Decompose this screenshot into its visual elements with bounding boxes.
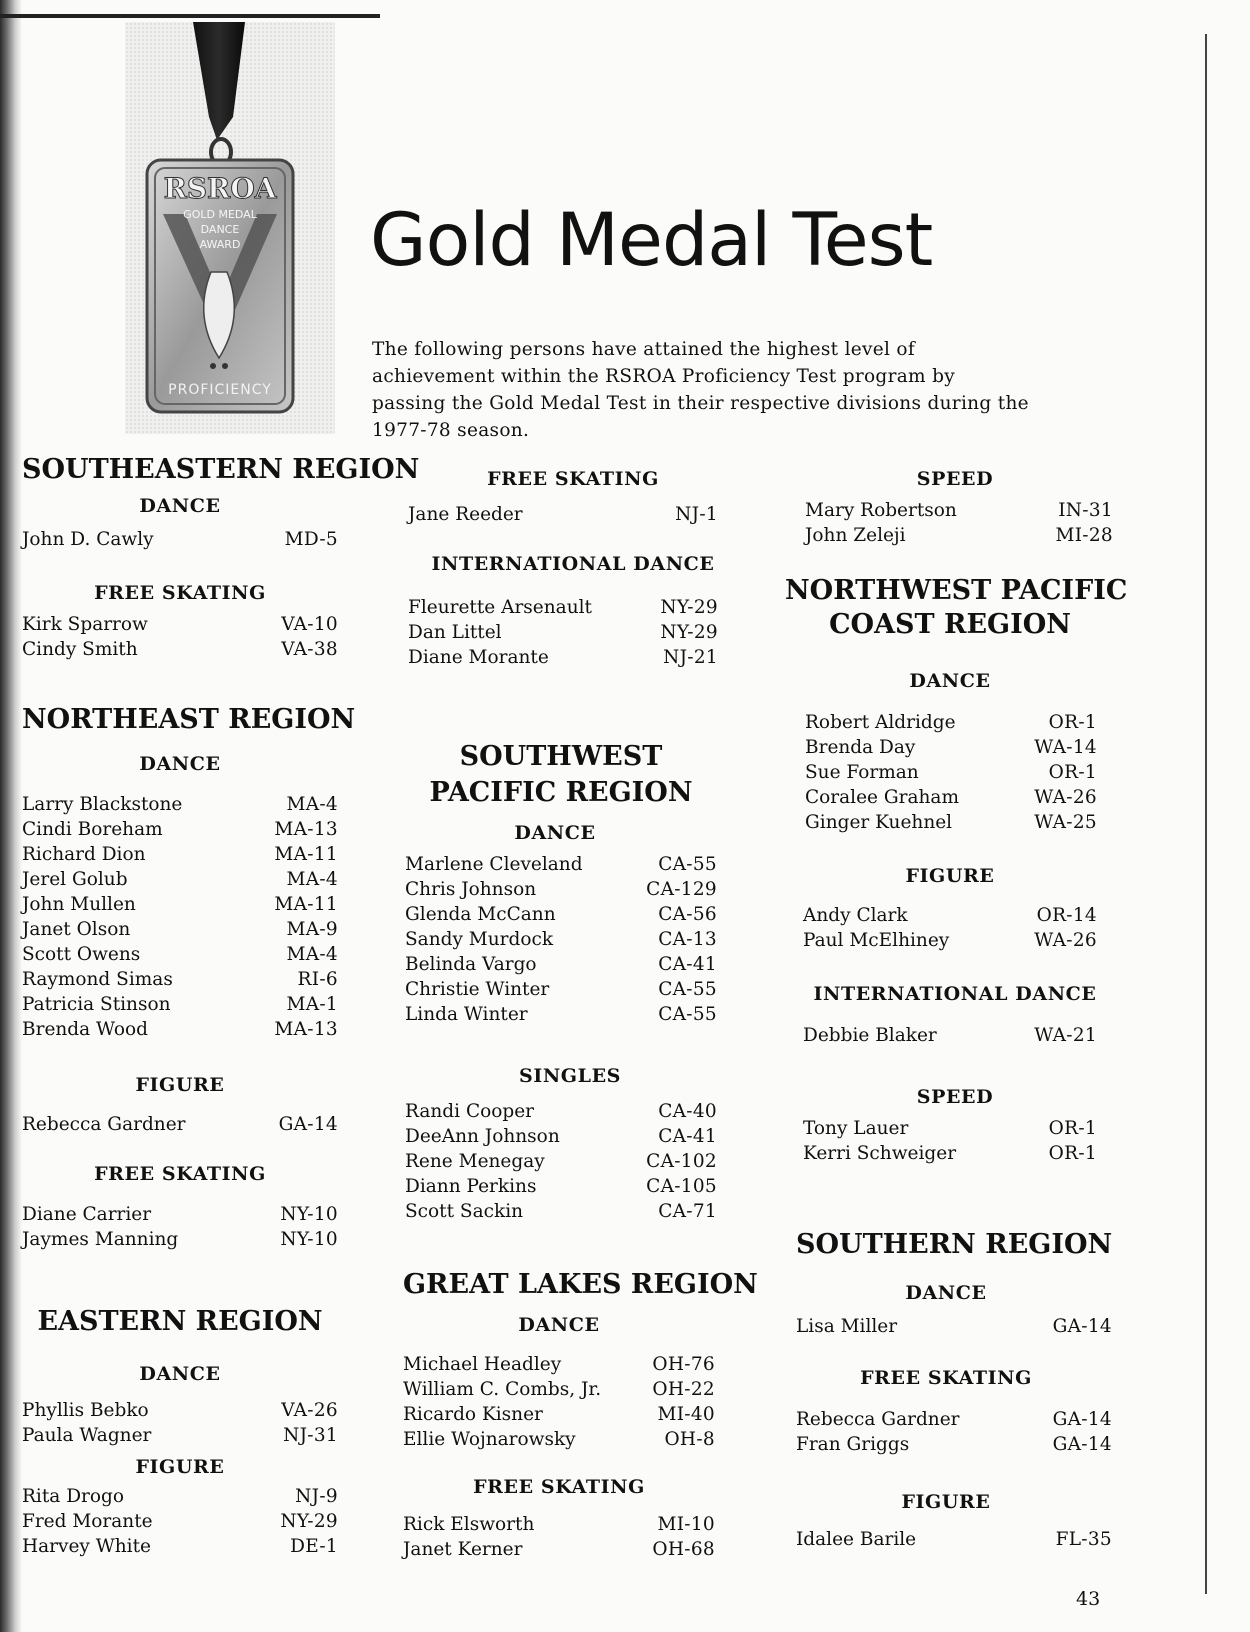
entry-code: CA-55 (658, 979, 717, 1000)
entry-code: OR-1 (1048, 1118, 1097, 1139)
entry-row (22, 612, 338, 637)
entry-name: Paul McElhiney (803, 930, 950, 951)
entry-name: John Mullen (22, 894, 136, 915)
entry-name: Fran Griggs (796, 1434, 910, 1455)
entry-code: CA-55 (658, 854, 717, 875)
entry-row (405, 877, 717, 902)
entry-code: OH-8 (664, 1429, 715, 1450)
entry-code: CA-102 (646, 1151, 717, 1172)
entry-list (405, 852, 717, 1027)
entry-code: WA-14 (1034, 737, 1097, 758)
entry-row (803, 928, 1097, 953)
entry-name: Phyllis Bebko (22, 1400, 149, 1421)
entry-name: Robert Aldridge (805, 712, 956, 733)
entry-list (22, 1202, 338, 1252)
entry-name: Debbie Blaker (803, 1025, 937, 1046)
entry-name: Sandy Murdock (405, 929, 554, 950)
entry-name: Andy Clark (803, 905, 908, 926)
entry-list (803, 903, 1097, 953)
entry-code: CA-13 (658, 929, 717, 950)
entry-code: CA-41 (658, 1126, 717, 1147)
section-heading: SINGLES (519, 1065, 621, 1087)
entry-name: Diann Perkins (405, 1176, 537, 1197)
entry-code: NY-29 (660, 597, 718, 618)
entry-list (803, 1116, 1097, 1166)
entry-row (405, 1002, 717, 1027)
entry-row (22, 1202, 338, 1227)
entry-list (796, 1407, 1112, 1457)
region-eastern (22, 1305, 338, 1559)
entry-list (22, 1112, 338, 1137)
entry-name: Cindy Smith (22, 639, 138, 660)
entry-code: NJ-21 (663, 647, 718, 668)
entry-row (22, 992, 338, 1017)
entry-name: Rick Elsworth (403, 1514, 535, 1535)
entry-row (403, 1427, 715, 1452)
entry-name: Kirk Sparrow (22, 614, 148, 635)
entry-row (22, 1534, 338, 1559)
entry-row (803, 1141, 1097, 1166)
entry-list (796, 1314, 1112, 1339)
entry-code: MA-4 (286, 944, 338, 965)
entry-name: Jaymes Manning (22, 1229, 179, 1250)
region-title-line-2: PACIFIC REGION (429, 777, 693, 808)
entry-code: MA-11 (274, 894, 338, 915)
section-heading: FREE SKATING (94, 582, 266, 604)
entry-row (22, 842, 338, 867)
entry-list (805, 710, 1097, 835)
entry-code: GA-14 (278, 1114, 338, 1135)
entry-code: NY-29 (660, 622, 718, 643)
entry-name: Ginger Kuehnel (805, 812, 953, 833)
entry-row (405, 927, 717, 952)
entry-code: NY-10 (280, 1229, 338, 1250)
region-title: SOUTHEASTERN REGION (22, 454, 420, 485)
entry-row (22, 1484, 338, 1509)
entry-row (405, 1149, 717, 1174)
entry-row (405, 1099, 717, 1124)
section-heading: FREE SKATING (860, 1367, 1032, 1389)
entry-name: Dan Littel (408, 622, 502, 643)
entry-code: NJ-9 (295, 1486, 338, 1507)
region-northeast (22, 703, 356, 1252)
region-title-line-2: COAST REGION (829, 609, 1071, 640)
entry-code: GA-14 (1052, 1434, 1112, 1455)
entry-row (403, 1377, 715, 1402)
entry-name: Rebecca Gardner (796, 1409, 960, 1430)
entry-row (805, 735, 1097, 760)
entry-name: Ricardo Kisner (403, 1404, 543, 1425)
section-heading: DANCE (905, 1282, 987, 1304)
scan-edge-shadow (0, 0, 22, 1632)
entry-code: CA-55 (658, 1004, 717, 1025)
entry-row (403, 1352, 715, 1377)
entry-code: CA-56 (658, 904, 717, 925)
entry-list (803, 1023, 1097, 1048)
entry-name: Belinda Vargo (405, 954, 537, 975)
entry-row (405, 952, 717, 977)
entry-code: WA-25 (1034, 812, 1097, 833)
entry-code: IN-31 (1058, 500, 1113, 521)
region-northwest-pacific-coast (785, 574, 1128, 1166)
section-heading: INTERNATIONAL DANCE (813, 983, 1097, 1005)
entry-row (22, 892, 338, 917)
entry-row (22, 1423, 338, 1448)
entry-name: Brenda Wood (22, 1019, 148, 1040)
entry-row (408, 595, 718, 620)
entry-name: William C. Combs, Jr. (403, 1379, 602, 1400)
entry-row (403, 1512, 715, 1537)
entry-code: NY-10 (280, 1204, 338, 1225)
entry-code: MI-10 (657, 1514, 715, 1535)
entry-name: Janet Kerner (403, 1539, 523, 1560)
entry-name: Marlene Cleveland (405, 854, 583, 875)
section-heading: SPEED (916, 1086, 994, 1108)
section-heading: DANCE (909, 670, 991, 692)
region-title: EASTERN REGION (37, 1306, 323, 1337)
entry-row (408, 645, 718, 670)
entry-name: Jane Reeder (408, 504, 523, 525)
entry-row (796, 1432, 1112, 1457)
entry-row (22, 817, 338, 842)
entry-name: Fleurette Arsenault (408, 597, 592, 618)
section-heading: FIGURE (901, 1491, 991, 1513)
top-rule (0, 14, 380, 18)
section-heading: DANCE (139, 753, 221, 775)
entry-name: Kerri Schweiger (803, 1143, 957, 1164)
entry-row (22, 967, 338, 992)
entry-row (22, 1509, 338, 1534)
entry-name: Lisa Miller (796, 1316, 898, 1337)
entry-row (22, 1227, 338, 1252)
entry-code: CA-129 (646, 879, 717, 900)
entry-row (803, 1116, 1097, 1141)
entry-name: Diane Carrier (22, 1204, 152, 1225)
entry-code: GA-14 (1052, 1409, 1112, 1430)
entry-list (403, 1352, 715, 1452)
region-title: SOUTHERN REGION (796, 1229, 1113, 1260)
region-southeastern (22, 453, 420, 662)
entry-code: MA-13 (274, 1019, 338, 1040)
entry-name: Richard Dion (22, 844, 146, 865)
entry-code: OH-22 (652, 1379, 715, 1400)
section-heading: FREE SKATING (473, 1476, 645, 1498)
entry-row (796, 1527, 1112, 1552)
entry-name: Christie Winter (405, 979, 550, 1000)
entry-name: Paula Wagner (22, 1425, 152, 1446)
section-heading: FREE SKATING (94, 1163, 266, 1185)
entry-row (405, 902, 717, 927)
medal-label-line3: AWARD (199, 238, 241, 251)
entry-code: OH-76 (652, 1354, 715, 1375)
entry-name: Cindi Boreham (22, 819, 163, 840)
region-title: NORTHEAST REGION (22, 704, 356, 735)
entry-code: MA-13 (274, 819, 338, 840)
entry-row (22, 1112, 338, 1137)
entry-code: MI-40 (657, 1404, 715, 1425)
region-title: GREAT LAKES REGION (403, 1269, 758, 1300)
page-title: Gold Medal Test (370, 198, 933, 283)
entry-row (405, 1199, 717, 1224)
section-heading: DANCE (518, 1314, 600, 1336)
entry-row (22, 942, 338, 967)
entry-code: CA-71 (658, 1201, 717, 1222)
entry-row (405, 977, 717, 1002)
entry-row (408, 620, 718, 645)
entry-row (22, 867, 338, 892)
entry-code: WA-26 (1034, 930, 1097, 951)
entry-name: Brenda Day (805, 737, 916, 758)
entry-row (408, 502, 718, 527)
column-2-top (408, 468, 718, 670)
section-heading: FIGURE (905, 865, 995, 887)
section-heading: DANCE (514, 822, 596, 844)
column-3-speed (805, 468, 1113, 548)
entry-name: Rita Drogo (22, 1486, 124, 1507)
entry-name: Linda Winter (405, 1004, 528, 1025)
entry-name: Larry Blackstone (22, 794, 183, 815)
entry-row (805, 810, 1097, 835)
entry-code: DE-1 (290, 1536, 338, 1557)
entry-name: Raymond Simas (22, 969, 173, 990)
region-southern (796, 1228, 1112, 1552)
entry-code: VA-10 (281, 614, 338, 635)
right-rule (1205, 34, 1207, 1594)
section-heading: FIGURE (135, 1456, 225, 1478)
entry-name: DeeAnn Johnson (405, 1126, 560, 1147)
entry-name: Fred Morante (22, 1511, 153, 1532)
entry-name: Sue Forman (805, 762, 919, 783)
entry-code: VA-26 (281, 1400, 338, 1421)
intro-paragraph: The following persons have attained the highest level of achievement within the RSROA Proficiency Test program by passing the Gold Medal Test in their respective divisions during the 1977-78 season. (372, 339, 1029, 441)
entry-code: MA-4 (286, 869, 338, 890)
entry-row (405, 1174, 717, 1199)
entry-name: John Zeleji (805, 525, 906, 546)
region-great-lakes (403, 1268, 758, 1562)
entry-code: OR-1 (1048, 762, 1097, 783)
entry-name: Michael Headley (403, 1354, 562, 1375)
entry-code: NY-29 (280, 1511, 338, 1532)
medal-image (125, 22, 335, 434)
entry-code: NJ-1 (675, 504, 718, 525)
section-heading: FIGURE (135, 1074, 225, 1096)
entry-code: OR-14 (1036, 905, 1097, 926)
entry-list (405, 1099, 717, 1224)
entry-name: John D. Cawly (22, 529, 154, 550)
entry-row (805, 523, 1113, 548)
entry-code: OH-68 (652, 1539, 715, 1560)
entry-row (22, 792, 338, 817)
entry-name: Randi Cooper (405, 1101, 535, 1122)
entry-code: OR-1 (1048, 712, 1097, 733)
entry-code: WA-26 (1034, 787, 1097, 808)
entry-row (805, 498, 1113, 523)
entry-list (22, 1484, 338, 1559)
medal-label-top: RSROA (163, 172, 277, 205)
entry-name: Ellie Wojnarowsky (403, 1429, 576, 1450)
entry-row (805, 710, 1097, 735)
entry-list (22, 527, 338, 552)
entry-row (22, 637, 338, 662)
entry-row (405, 1124, 717, 1149)
entry-name: Scott Owens (22, 944, 141, 965)
entry-name: Chris Johnson (405, 879, 537, 900)
entry-list (22, 612, 338, 662)
entry-name: Idalee Barile (796, 1529, 917, 1550)
entry-code: OR-1 (1048, 1143, 1097, 1164)
section-heading: DANCE (139, 1363, 221, 1385)
entry-name: Glenda McCann (405, 904, 556, 925)
section-heading: DANCE (139, 495, 221, 517)
entry-code: CA-105 (646, 1176, 717, 1197)
entry-row (796, 1407, 1112, 1432)
entry-name: Rene Menegay (405, 1151, 545, 1172)
entry-name: Mary Robertson (805, 500, 957, 521)
entry-row (403, 1537, 715, 1562)
region-title-line-1: SOUTHWEST (459, 741, 663, 772)
entry-row (803, 903, 1097, 928)
entry-name: Scott Sackin (405, 1201, 524, 1222)
entry-code: CA-40 (658, 1101, 717, 1122)
entry-row (405, 852, 717, 877)
entry-code: FL-35 (1055, 1529, 1112, 1550)
entry-name: Rebecca Gardner (22, 1114, 186, 1135)
entry-list (805, 498, 1113, 548)
entry-row (796, 1314, 1112, 1339)
entry-code: MA-9 (286, 919, 338, 940)
entry-row (805, 760, 1097, 785)
entry-code: VA-38 (281, 639, 338, 660)
entry-code: MA-4 (286, 794, 338, 815)
entry-code: MA-1 (286, 994, 338, 1015)
entry-code: NJ-31 (283, 1425, 338, 1446)
region-title-line-1: NORTHWEST PACIFIC (785, 575, 1128, 606)
entry-row (805, 785, 1097, 810)
entry-code: WA-21 (1034, 1025, 1097, 1046)
page-number: 43 (1076, 1588, 1101, 1610)
entry-row (22, 527, 338, 552)
section-heading: SPEED (916, 468, 994, 490)
entry-list (22, 792, 338, 1042)
entry-name: Janet Olson (22, 919, 131, 940)
medal-label-bottom: PROFICIENCY (168, 382, 272, 398)
entry-row (22, 1017, 338, 1042)
entry-name: Tony Lauer (803, 1118, 909, 1139)
entry-code: RI-6 (297, 969, 338, 990)
entry-row (803, 1023, 1097, 1048)
entry-list (408, 595, 718, 670)
entry-name: Harvey White (22, 1536, 151, 1557)
entry-list (408, 502, 718, 527)
entry-name: Coralee Graham (805, 787, 959, 808)
entry-row (403, 1402, 715, 1427)
section-heading: FREE SKATING (487, 468, 659, 490)
medal-label-line1: GOLD MEDAL (183, 208, 257, 221)
entry-name: Patricia Stinson (22, 994, 171, 1015)
entry-code: MD-5 (284, 529, 338, 550)
entry-code: CA-41 (658, 954, 717, 975)
entry-code: MA-11 (274, 844, 338, 865)
entry-code: MI-28 (1055, 525, 1113, 546)
entry-code: GA-14 (1052, 1316, 1112, 1337)
section-heading: INTERNATIONAL DANCE (431, 553, 715, 575)
entry-row (22, 1398, 338, 1423)
entry-name: Jerel Golub (22, 869, 128, 890)
entry-list (403, 1512, 715, 1562)
region-southwest-pacific (405, 740, 717, 1224)
entry-row (22, 917, 338, 942)
entry-list (22, 1398, 338, 1448)
entry-name: Diane Morante (408, 647, 549, 668)
entry-list (796, 1527, 1112, 1552)
medal-label-line2: DANCE (200, 223, 240, 236)
